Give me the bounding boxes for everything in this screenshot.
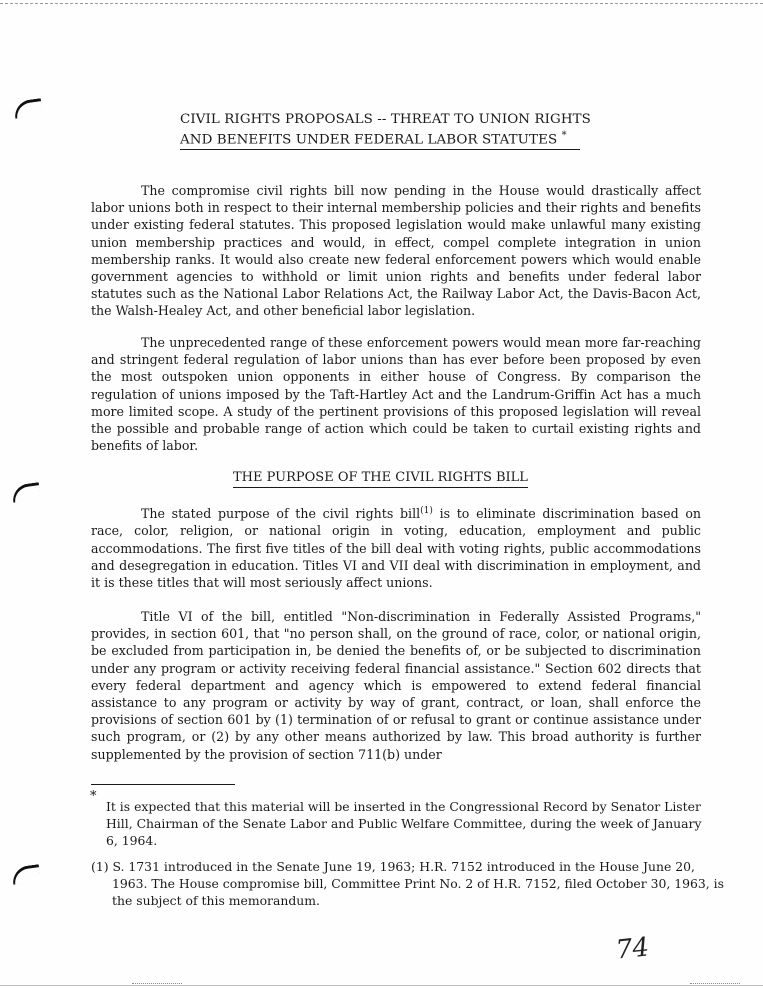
top-page-edge (0, 3, 763, 4)
binder-hole-mark-middle (11, 482, 41, 503)
handwritten-page-number: 74 (614, 932, 651, 966)
title-line-1: CIVIL RIGHTS PROPOSALS -- THREAT TO UNION RIGHTS (180, 112, 591, 127)
paragraph-1: The compromise civil rights bill now pending in the House would drastically affect labor unions both in respect to their internal membership policies and their rights and benefits under existing federal statutes. This proposed legislation would make unlawful many existing union membership practices and would, in effect, compel complete integration in union membership ranks. It would also create new federal enforcement powers which would enable government agencies to withhold or limit union rights and benefits under federal labor statutes such as the National Labor Relations Act, the Railway Labor Act, the Davis-Bacon Act, the Walsh-Healey Act, and other beneficial labor legislation. (91, 183, 701, 319)
footnote-reference-1: (1) (420, 506, 433, 516)
footnote-separator (91, 784, 235, 785)
document-title (180, 112, 591, 150)
binder-hole-mark-bottom (11, 864, 41, 885)
paragraph-3-text-end: is to eliminate discrimination based on race, color, religion, or national origin in voting, education, employment and public accommodations. The first five titles of the bill deal with voting rights, public accommodations and desegregation in education. Titles VI and VII deal with discrimination in employment, and it is these titles that will most seriously affect unions. (91, 506, 702, 590)
title-line-2 (180, 128, 580, 150)
paragraph-3-text-start: The stated purpose of the civil rights bill (141, 506, 421, 522)
title-footnote-mark: * (561, 130, 567, 141)
paragraph-4: Title VI of the bill, entitled "Non-discrimination in Federally Assisted Programs," provides, in section 601, that "no person shall, on the ground of race, color, or national origin, be excluded from participation in, be denied the benefits of, or be subjected to discrimination under any program or activity receiving federal financial assistance." Section 602 directs that every federal department and agency which is empowered to extend federal financial assistance to any program or activity by way of grant, contract, or loan, shall enforce the provisions of section 601 by (1) termination of or refusal to grant or continue assistance under such program, or (2) by any other means authorized by law. This broad authority is further supplemented by the provision of section 711(b) under (91, 609, 701, 762)
binder-hole-mark-top (13, 98, 43, 119)
footnote-1-text: (1) S. 1731 introduced in the Senate June 19, 1963; H.R. 7152 introduced in the House June 20, 1963. The House compromise bill, Committee Print No. 2 of H.R. 7152, filed October 30, 1963, is the subject of this memorandum. (91, 859, 724, 908)
section-heading: THE PURPOSE OF THE CIVIL RIGHTS BILL (233, 470, 528, 488)
footnote-star-text: It is expected that this material will be inserted in the Congressional Record by Senator Lister Hill, Chairman of the Senate Labor and Public Welfare Committee, during the week of January 6, 1964. (106, 799, 702, 848)
bottom-page-edge (0, 985, 763, 986)
title-line-2-text: AND BENEFITS UNDER FEDERAL LABOR STATUTES (180, 132, 558, 148)
paragraph-3 (91, 503, 701, 591)
paragraph-2: The unprecedented range of these enforcement powers would mean more far-reaching and stringent federal regulation of labor unions than has ever before been proposed by even the most outspoken union opponents in either house of Congress. By comparison the regulation of unions imposed by the Taft-Hartley Act and the Landrum-Griffin Act has a much more limited scope. A study of the pertinent provisions of this proposed legislation will reveal the possible and probable range of action which could be taken to curtail existing rights and benefits of labor. (91, 335, 701, 454)
footnote-star-mark: * (90, 789, 97, 804)
